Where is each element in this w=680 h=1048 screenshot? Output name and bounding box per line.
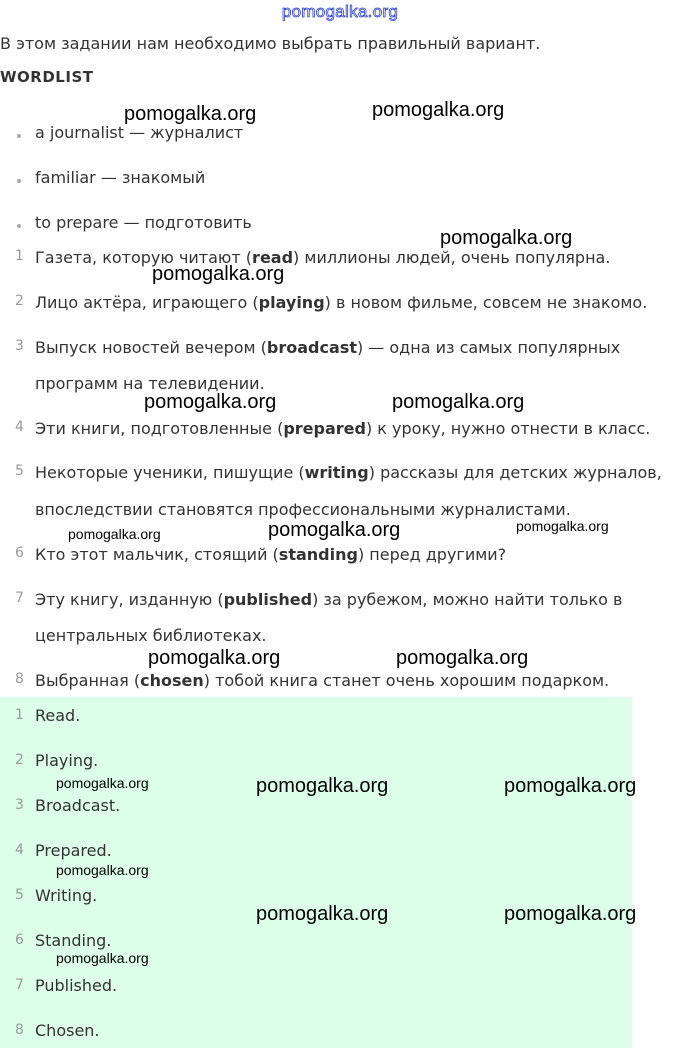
watermark: pomogalka.org: [56, 775, 149, 791]
watermark: pomogalka.org: [152, 263, 285, 285]
watermark: pomogalka.org: [516, 518, 609, 534]
answer-word: prepared: [283, 419, 366, 438]
watermark: pomogalka.org: [68, 526, 161, 542]
answer-text: Writing.: [35, 886, 98, 905]
answer-text: Published.: [35, 976, 118, 995]
sentence-text: Эту книгу, изданную (: [35, 590, 224, 609]
answer-number: 5: [15, 887, 24, 903]
item-number: 5: [15, 463, 24, 479]
sentence-text: ) к уроку, нужно отнести в класс.: [365, 419, 651, 438]
answer-word: broadcast: [266, 338, 357, 357]
answer-number: 4: [15, 842, 24, 858]
intro-text: В этом задании нам необходимо выбрать правильный вариант.: [0, 34, 541, 53]
wordlist-item-text: familiar — знакомый: [35, 168, 206, 187]
sentence-text: Эти книги, подготовленные (: [35, 419, 284, 438]
wordlist-title: WORDLIST: [0, 68, 94, 86]
watermark: pomogalka.org: [396, 647, 529, 669]
sentence-line: [35, 671, 609, 690]
answer-text: Playing.: [35, 751, 99, 770]
watermark: pomogalka.org: [440, 227, 573, 249]
answer-word: playing: [258, 293, 325, 312]
watermark: pomogalka.org: [124, 103, 257, 125]
sentence-text: ) перед другими?: [357, 545, 507, 564]
answer-number: 8: [15, 1022, 24, 1038]
sentence-line-2: впоследствии становятся профессиональными журналистами.: [35, 500, 571, 519]
watermark: pomogalka.org: [372, 99, 505, 121]
answer-word: published: [223, 590, 313, 609]
answer-text: Standing.: [35, 931, 112, 950]
answer-text: Read.: [35, 706, 81, 725]
sentence-text: Некоторые ученики, пишущие (: [35, 463, 305, 482]
answer-number: 2: [15, 752, 24, 768]
item-number: 2: [15, 293, 24, 309]
sentence-text: ) тобой книга станет очень хорошим подарком.: [203, 671, 610, 690]
item-number: 8: [15, 671, 24, 687]
answer-word: standing: [278, 545, 358, 564]
sentence-text: ) — одна из самых популярных: [356, 338, 621, 357]
wordlist-item-text: a journalist — журналист: [35, 123, 244, 142]
sentence-line: [35, 590, 622, 609]
sentence-line-2: программ на телевидении.: [35, 374, 265, 393]
answer-text: Prepared.: [35, 841, 112, 860]
item-number: 6: [15, 545, 24, 561]
watermark: pomogalka.org: [144, 391, 277, 413]
watermark: pomogalka.org: [56, 862, 149, 878]
answer-number: 1: [15, 707, 24, 723]
sentence-text: ) в новом фильме, совсем не знакомо.: [324, 293, 648, 312]
sentence-line: [35, 248, 610, 267]
sentence-text: Газета, которую читают (: [35, 248, 253, 267]
bullet-icon: [17, 134, 21, 138]
answer-number: 6: [15, 932, 24, 948]
answer-word: writing: [304, 463, 369, 482]
sentence-line: [35, 545, 506, 564]
bullet-icon: [17, 224, 21, 228]
watermark: pomogalka.org: [504, 775, 637, 797]
sentence-text: ) миллионы людей, очень популярна.: [293, 248, 611, 267]
watermark: pomogalka.org: [56, 950, 149, 966]
bullet-icon: [17, 179, 21, 183]
answer-text: Broadcast.: [35, 796, 121, 815]
sentence-text: Кто этот мальчик, стоящий (: [35, 545, 279, 564]
sentence-line: [35, 338, 620, 357]
header-watermark: pomogalka.org: [281, 2, 399, 21]
sentence-line: [35, 463, 662, 482]
watermark: pomogalka.org: [256, 775, 389, 797]
sentence-text: ) рассказы для детских журналов,: [368, 463, 662, 482]
sentence-line: [35, 419, 650, 438]
item-number: 4: [15, 419, 24, 435]
sentence-text: Выбранная (: [35, 671, 141, 690]
answer-number: 7: [15, 977, 24, 993]
answer-word: chosen: [140, 671, 204, 690]
sentence-text: ) за рубежом, можно найти только в: [312, 590, 623, 609]
item-number: 1: [15, 248, 24, 264]
sentence-line-2: центральных библиотеках.: [35, 626, 267, 645]
watermark: pomogalka.org: [148, 647, 281, 669]
sentence-line: [35, 293, 647, 312]
sentence-text: Выпуск новостей вечером (: [35, 338, 267, 357]
sentence-text: Лицо актёра, играющего (: [35, 293, 259, 312]
item-number: 3: [15, 338, 24, 354]
watermark: pomogalka.org: [392, 391, 525, 413]
answer-number: 3: [15, 797, 24, 813]
item-number: 7: [15, 590, 24, 606]
wordlist-item-text: to prepare — подготовить: [35, 213, 252, 232]
watermark: pomogalka.org: [268, 519, 401, 541]
answer-word: read: [252, 248, 294, 267]
watermark: pomogalka.org: [504, 903, 637, 925]
answer-text: Chosen.: [35, 1021, 100, 1040]
watermark: pomogalka.org: [256, 903, 389, 925]
